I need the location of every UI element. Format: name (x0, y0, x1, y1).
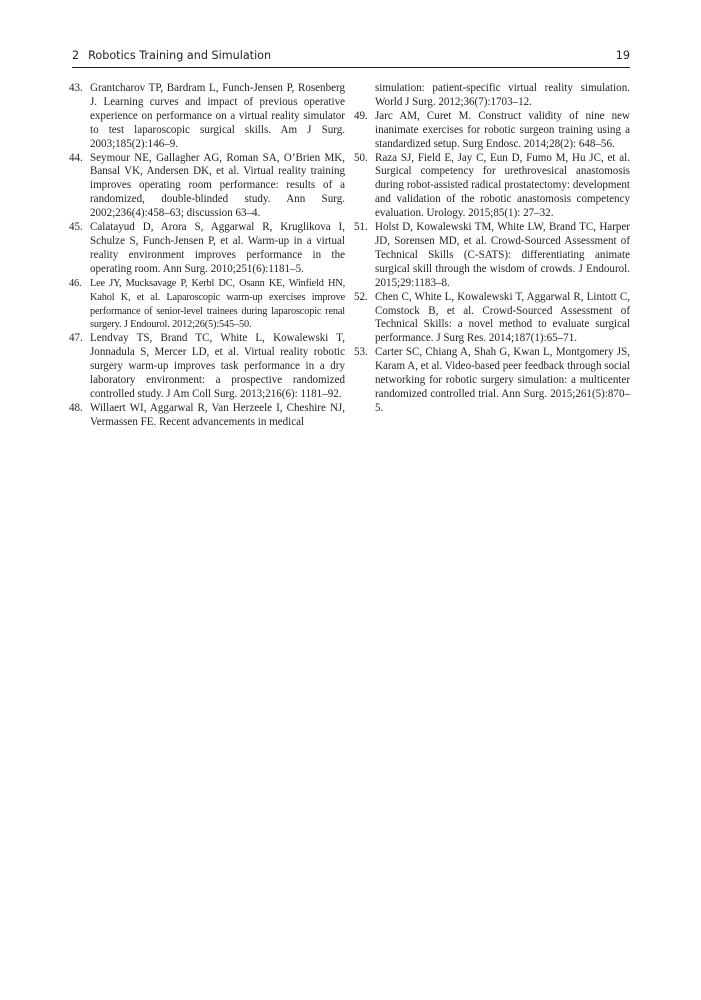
running-head (72, 49, 630, 67)
reference-item-continued (354, 82, 630, 110)
reference-item (354, 346, 630, 416)
reference-column-right (354, 82, 630, 416)
chapter-title: Robotics Training and Simulation (88, 49, 272, 62)
reference-text: Chen C, White L, Kowalewski T, Aggarwal R, Lintott C, Comstock B, et al. Crowd-Sourced Assessment of Technical Skills: a novel method to evaluate surgical performance. J Surg Res. 2014;187(1):65–71. (375, 290, 630, 345)
reference-text: Calatayud D, Arora S, Aggarwal R, Kruglikova I, Schulze S, Funch-Jensen P, et al. Warm-up in a virtual reality environment improves performance in the operating room. Ann Surg. 2010;251(6):1181–5. (90, 221, 345, 275)
reference-text: Carter SC, Chiang A, Shah G, Kwan L, Montgomery JS, Karam A, et al. Video-based peer feedback through social networking for robotic surgery simulation: a multicenter randomized controlled trial. Ann Surg. 2015;261(5):870–5. (375, 346, 630, 414)
reference-number: 49. (354, 109, 368, 122)
reference-item (354, 110, 630, 152)
reference-item (69, 82, 345, 152)
chapter-heading (72, 49, 271, 62)
reference-item (69, 152, 345, 222)
reference-item (69, 221, 345, 277)
reference-number: 47. (69, 332, 83, 345)
reference-number: 53. (354, 346, 368, 359)
reference-column-left (69, 82, 345, 430)
page-number: 19 (615, 49, 630, 62)
reference-text: Willaert WI, Aggarwal R, Van Herzeele I, Cheshire NJ, Vermassen FE. Recent advancements in medical (90, 401, 345, 428)
reference-text: Holst D, Kowalewski TM, White LW, Brand TC, Harper JD, Sorensen MD, et al. Crowd-Sourced Assessment of Technical Skills (C-SATS): differentiating animate surgical skill through the wisdom of crowds. J Endourol. 2015;29:1183–8. (375, 221, 630, 289)
reference-item (354, 221, 630, 291)
chapter-number: 2 (72, 49, 80, 62)
reference-item (354, 291, 630, 347)
reference-number: 50. (354, 151, 368, 164)
reference-item (69, 332, 345, 402)
header-rule (72, 67, 630, 68)
reference-number: 52. (354, 290, 368, 303)
reference-text: Raza SJ, Field E, Jay C, Eun D, Fumo M, Hu JC, et al. Surgical competency for urethrovesical anastomosis during robot-assisted radical prostatectomy: development and validation of the robotic anastomosis competency evaluation. Urology. 2015;85(1): 27–32. (375, 151, 630, 220)
reference-item (69, 402, 345, 430)
reference-number: 46. (69, 277, 82, 289)
reference-text: Jarc AM, Curet M. Construct validity of nine new inanimate exercises for robotic surgeon training using a standardized setup. Surg Endosc. 2014;28(2): 648–56. (375, 109, 630, 150)
reference-number: 45. (69, 221, 83, 234)
reference-item (69, 277, 345, 333)
reference-number: 43. (69, 82, 83, 94)
reference-text: Seymour NE, Gallagher AG, Roman SA, O’Brien MK, Bansal VK, Andersen DK, et al. Virtual reality training improves operating room performance: results of a randomized, double-blinded study. Ann Surg. 2002;236(4):458–63; discussion 63–4. (90, 151, 345, 220)
reference-number: 44. (69, 151, 83, 164)
reference-text: Lendvay TS, Brand TC, White L, Kowalewski T, Jonnadula S, Mercer LD, et al. Virtual reality robotic surgery warm-up improves task performance in a dry laboratory environment: a prospective randomized controlled study. J Am Coll Surg. 2013;216(6): 1181–92. (90, 332, 345, 400)
reference-number: 48. (69, 401, 83, 414)
reference-item (354, 152, 630, 222)
reference-number: 51. (354, 221, 368, 234)
reference-text: Lee JY, Mucksavage P, Kerbl DC, Osann KE, Winfield HN, Kahol K, et al. Laparoscopic warm-up exercises improve performance of senior-level trainees during laparoscopic renal surgery. J Endourol. 2012;26(5):545–50. (90, 277, 345, 331)
reference-text: Grantcharov TP, Bardram L, Funch-Jensen P, Rosenberg J. Learning curves and impact of previous operative experience on performance on a virtual reality simulator to test laparoscopic surgical skills. Am J Surg. 2003;185(2):146–9. (90, 82, 345, 150)
reference-text: simulation: patient-specific virtual reality simulation. World J Surg. 2012;36(7):1703–12. (375, 82, 630, 108)
